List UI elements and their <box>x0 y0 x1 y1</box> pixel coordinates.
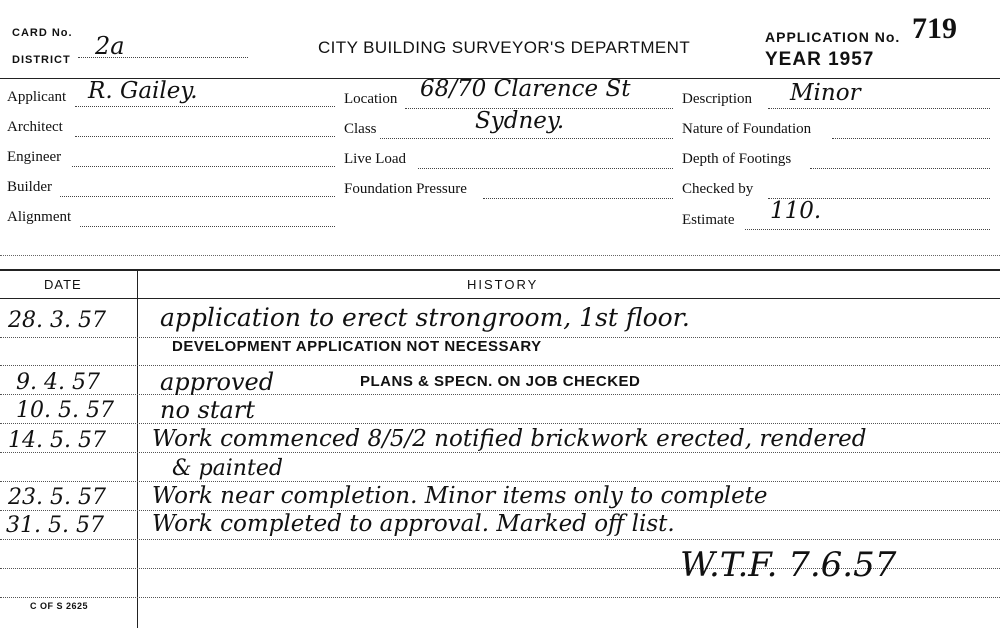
estimate-value: 110. <box>770 198 822 224</box>
location-value: 68/70 Clarence St <box>420 76 631 102</box>
alignment-label: Alignment <box>7 209 72 225</box>
history-date: 31. 5. 57 <box>6 513 104 538</box>
history-stamp: DEVELOPMENT APPLICATION NOT NECESSARY <box>172 338 542 355</box>
row-line <box>0 452 1000 453</box>
row-line <box>0 539 1000 540</box>
class-label: Class <box>344 121 377 137</box>
row-line <box>0 365 1000 366</box>
class-value: Sydney. <box>475 108 565 134</box>
history-entry: no start <box>160 396 255 424</box>
estimate-label: Estimate <box>682 212 735 228</box>
table-header-bottom <box>0 298 1000 299</box>
description-line <box>768 108 990 109</box>
district-label: DISTRICT <box>12 54 71 66</box>
plans-checked-stamp: PLANS & SPECN. ON JOB CHECKED <box>360 373 641 390</box>
date-header: DATE <box>44 277 82 292</box>
description-label: Description <box>682 91 752 107</box>
architect-label: Architect <box>7 119 63 135</box>
row-line <box>0 597 1000 598</box>
engineer-label: Engineer <box>7 149 62 165</box>
description-value: Minor <box>790 80 861 106</box>
nature-of-foundation-line <box>832 138 990 139</box>
location-label: Location <box>344 91 398 107</box>
history-entry: Work near completion. Minor items only to complete <box>152 483 768 509</box>
department-title: CITY BUILDING SURVEYOR'S DEPARTMENT <box>318 38 691 57</box>
card-no-label: CARD No. <box>12 27 73 39</box>
builder-line <box>60 196 335 197</box>
live-load-label: Live Load <box>344 151 407 167</box>
nature-of-foundation-label: Nature of Foundation <box>682 121 812 137</box>
history-date: 23. 5. 57 <box>8 485 106 510</box>
history-entry: Work commenced 8/5/2 notified brickwork erected, rendered <box>152 426 867 452</box>
row-line <box>0 394 1000 395</box>
history-date: 14. 5. 57 <box>8 428 106 453</box>
live-load-line <box>418 168 673 169</box>
application-no-value: 719 <box>912 12 957 45</box>
date-column-divider <box>137 269 138 628</box>
foundation-pressure-line <box>483 198 673 199</box>
history-entry: Work completed to approval. Marked off list. <box>152 511 675 537</box>
history-header: HISTORY <box>467 277 539 292</box>
alignment-line <box>80 226 335 227</box>
applicant-value: R. Gailey. <box>88 78 198 104</box>
history-entry: & painted <box>172 456 283 481</box>
fields-bottom-line <box>0 255 1000 256</box>
history-date: 28. 3. 57 <box>8 308 106 333</box>
inspector-signature: W.T.F. 7.6.57 <box>680 545 897 585</box>
architect-line <box>75 136 335 137</box>
year-label: YEAR 1957 <box>765 49 875 70</box>
applicant-line <box>75 106 335 107</box>
form-code: C OF S 2625 <box>30 601 89 611</box>
builder-label: Builder <box>7 179 52 195</box>
class-line <box>380 138 673 139</box>
applicant-label: Applicant <box>7 89 67 105</box>
table-top-border <box>0 269 1000 271</box>
row-line <box>0 481 1000 482</box>
district-value: 2a <box>95 32 125 60</box>
history-date: 9. 4. 57 <box>16 370 100 395</box>
history-entry: application to erect strongroom, 1st floor. <box>160 303 690 332</box>
history-date: 10. 5. 57 <box>16 398 114 423</box>
history-entry: approved <box>160 368 275 396</box>
engineer-line <box>72 166 335 167</box>
depth-of-footings-line <box>810 168 990 169</box>
checked-by-label: Checked by <box>682 181 754 197</box>
application-no-label: APPLICATION No. <box>765 29 901 45</box>
foundation-pressure-label: Foundation Pressure <box>344 181 467 197</box>
estimate-line <box>745 229 990 230</box>
depth-of-footings-label: Depth of Footings <box>682 151 792 167</box>
row-line <box>0 423 1000 424</box>
